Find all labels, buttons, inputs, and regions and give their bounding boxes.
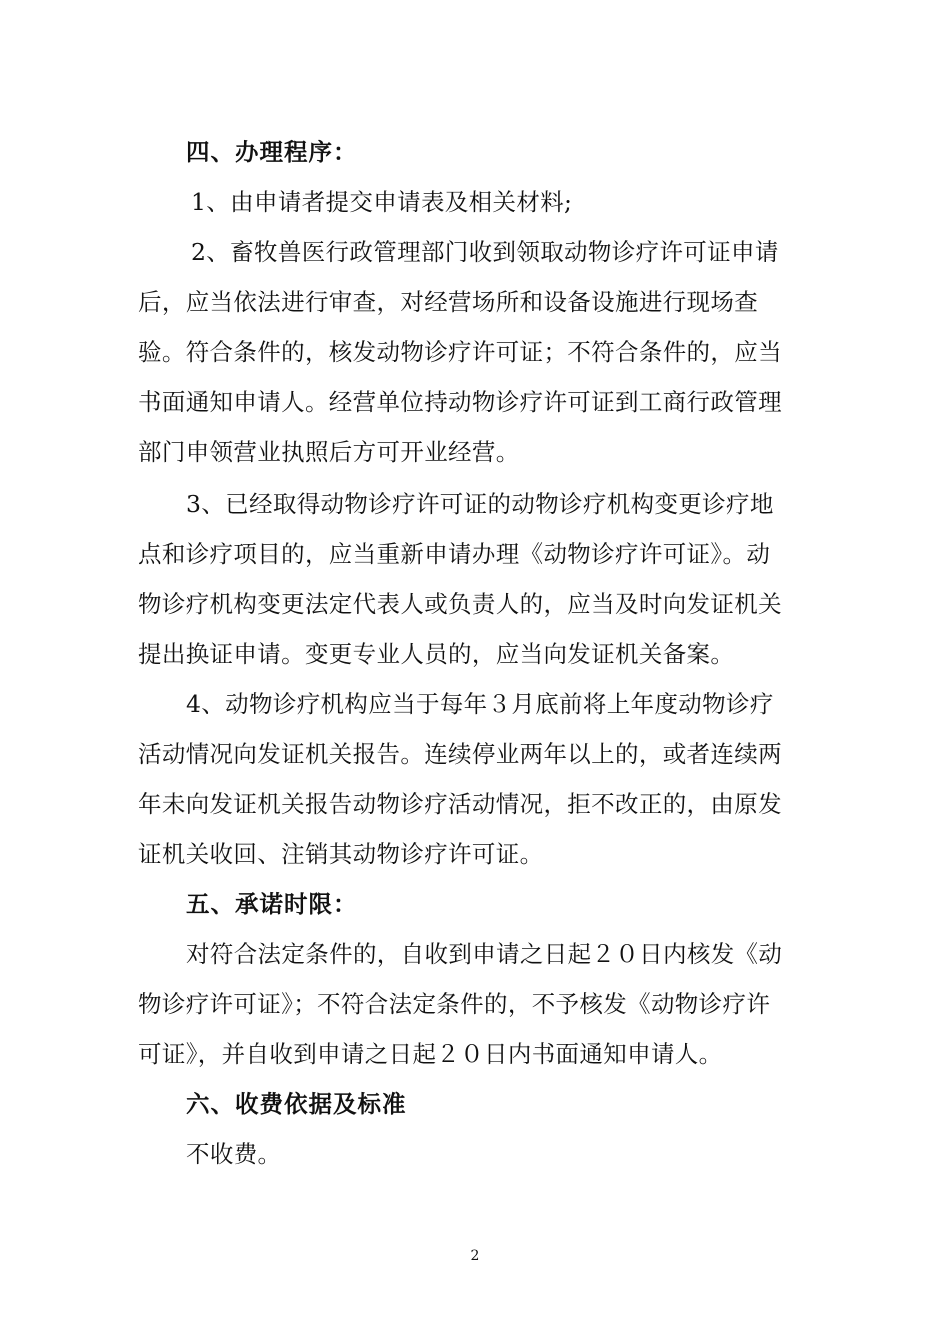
paragraph-line: 物诊疗许可证》；不符合法定条件的，不予核发《动物诊疗许 <box>138 990 771 1018</box>
paragraph-line: 证机关收回、注销其动物诊疗许可证。 <box>138 840 544 868</box>
paragraph-line: 提出换证申请。变更专业人员的，应当向发证机关备案。 <box>138 640 735 668</box>
paragraph-line: 书面通知申请人。经营单位持动物诊疗许可证到工商行政管理 <box>138 388 782 416</box>
section-heading-procedure: 四、办理程序： <box>186 138 358 166</box>
paragraph-line: 2、畜牧兽医行政管理部门收到领取动物诊疗许可证申请 <box>191 238 779 266</box>
paragraph-line: 1、由申请者提交申请表及相关材料; <box>191 188 573 216</box>
section-heading-time-limit: 五、承诺时限： <box>186 890 358 918</box>
paragraph-line: 年未向发证机关报告动物诊疗活动情况，拒不改正的，由原发 <box>138 790 782 818</box>
paragraph-line: 点和诊疗项目的，应当重新申请办理《动物诊疗许可证》。动 <box>138 540 771 568</box>
paragraph-line: 后，应当依法进行审查，对经营场所和设备设施进行现场查 <box>138 288 759 316</box>
paragraph-line: 物诊疗机构变更法定代表人或负责人的，应当及时向发证机关 <box>138 590 782 618</box>
page-number: 2 <box>470 1248 480 1264</box>
paragraph-line: 4、动物诊疗机构应当于每年３月底前将上年度动物诊疗 <box>186 690 774 718</box>
paragraph-line: 对符合法定条件的，自收到申请之日起２０日内核发《动 <box>186 940 783 968</box>
paragraph-line: 可证》，并自收到申请之日起２０日内书面通知申请人。 <box>138 1040 723 1068</box>
paragraph-line: 验。符合条件的，核发动物诊疗许可证；不符合条件的，应当 <box>138 338 782 366</box>
section-heading-fees: 六、收费依据及标准 <box>186 1090 407 1118</box>
paragraph-line: 部门申领营业执照后方可开业经营。 <box>138 438 520 466</box>
paragraph-line: 不收费。 <box>186 1140 282 1168</box>
paragraph-line: 活动情况向发证机关报告。连续停业两年以上的，或者连续两 <box>138 740 782 768</box>
paragraph-line: 3、已经取得动物诊疗许可证的动物诊疗机构变更诊疗地 <box>186 490 774 518</box>
